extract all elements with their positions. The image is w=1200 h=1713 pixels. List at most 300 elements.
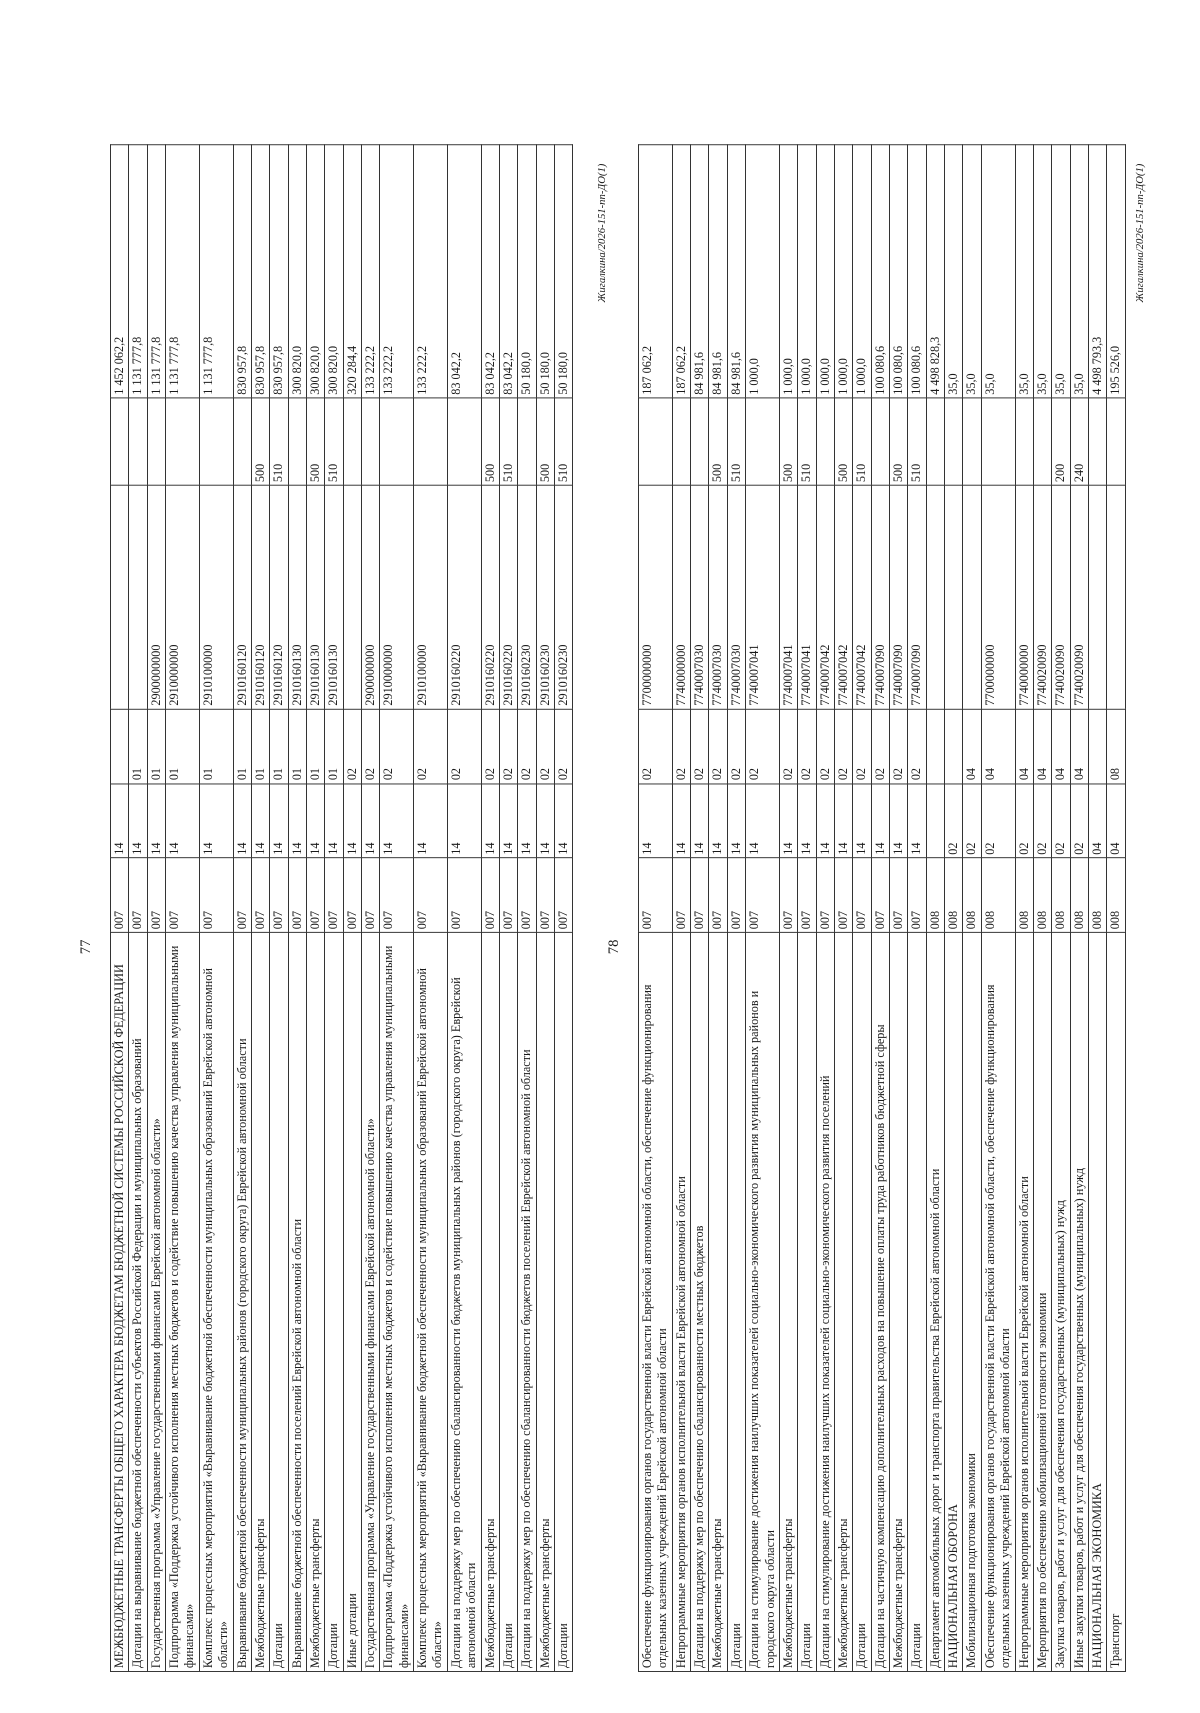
row-rz-cell: 02: [1015, 784, 1033, 859]
row-vr-cell: 510: [270, 398, 288, 485]
row-vr-cell: [1015, 398, 1033, 485]
row-gr-cell: 007: [380, 858, 414, 933]
row-sum-cell: 84 981,6: [691, 145, 709, 398]
row-vr-cell: [129, 398, 147, 485]
row-rz-cell: 14: [691, 784, 709, 859]
row-vr-cell: [233, 398, 251, 485]
row-name-cell: Выравнивание бюджетной обеспеченности поселений Еврейской автономной области: [288, 933, 306, 1672]
row-gr-cell: 008: [1033, 858, 1051, 933]
table-row: [380, 145, 414, 1672]
row-gr-cell: 008: [981, 858, 1015, 933]
row-name-cell: НАЦИОНАЛЬНАЯ ОБОРОНА: [945, 933, 963, 1672]
row-sum-cell: 195 526,0: [1107, 145, 1125, 398]
row-gr-cell: 007: [672, 858, 690, 933]
row-pr-cell: 01: [199, 709, 233, 784]
row-sum-cell: 133 222,2: [380, 145, 414, 398]
budget-table: [638, 144, 1126, 1672]
row-pr-cell: 02: [890, 709, 908, 784]
row-pr-cell: 02: [639, 709, 673, 784]
row-pr-cell: 04: [963, 709, 981, 784]
table-row: [362, 145, 380, 1672]
row-vr-cell: [343, 398, 361, 485]
row-sum-cell: 100 080,6: [890, 145, 908, 398]
row-csr-cell: 2910160130: [306, 485, 324, 709]
row-gr-cell: 008: [1052, 858, 1070, 933]
table-body: [111, 145, 573, 1672]
row-vr-cell: [746, 398, 780, 485]
row-vr-cell: [926, 398, 944, 485]
row-pr-cell: 04: [1052, 709, 1070, 784]
row-rz-cell: 02: [981, 784, 1015, 859]
table-row: [853, 145, 871, 1672]
document-footer: Жигалкина/2026-151-пп-ДО(1): [596, 163, 608, 303]
row-name-cell: Дотации: [270, 933, 288, 1672]
row-vr-cell: [639, 398, 673, 485]
row-pr-cell: 02: [536, 709, 554, 784]
row-csr-cell: [343, 485, 361, 709]
row-pr-cell: [945, 709, 963, 784]
row-sum-cell: 1 000,0: [779, 145, 797, 398]
row-pr-cell: 08: [1107, 709, 1125, 784]
row-sum-cell: 1 000,0: [798, 145, 816, 398]
row-sum-cell: 300 820,0: [288, 145, 306, 398]
row-rz-cell: 14: [779, 784, 797, 859]
row-vr-cell: 510: [908, 398, 926, 485]
document-footer: Жигалкина/2026-151-пп-ДО(1): [1134, 163, 1146, 303]
row-rz-cell: 14: [499, 784, 517, 859]
row-gr-cell: 007: [709, 858, 727, 933]
row-rz-cell: 14: [251, 784, 269, 859]
row-csr-cell: 7740007042: [816, 485, 834, 709]
row-rz-cell: 14: [288, 784, 306, 859]
row-sum-cell: 100 080,6: [871, 145, 889, 398]
row-csr-cell: 7700000000: [981, 485, 1015, 709]
row-gr-cell: 007: [639, 858, 673, 933]
row-name-cell: Иные дотации: [343, 933, 361, 1672]
row-csr-cell: 2910160120: [270, 485, 288, 709]
row-gr-cell: 007: [288, 858, 306, 933]
row-gr-cell: 007: [166, 858, 200, 933]
row-name-cell: Межбюджетные трансферты: [536, 933, 554, 1672]
row-pr-cell: 02: [447, 709, 481, 784]
row-pr-cell: 04: [1033, 709, 1051, 784]
row-pr-cell: 02: [871, 709, 889, 784]
row-vr-cell: [362, 398, 380, 485]
row-rz-cell: 04: [1088, 784, 1106, 859]
row-gr-cell: 007: [362, 858, 380, 933]
row-pr-cell: 02: [672, 709, 690, 784]
row-pr-cell: 01: [147, 709, 165, 784]
row-gr-cell: 007: [447, 858, 481, 933]
row-name-cell: Государственная программа «Управление государственными финансами Еврейской автономной области»: [147, 933, 165, 1672]
row-sum-cell: 320 284,4: [343, 145, 361, 398]
row-vr-cell: 500: [890, 398, 908, 485]
row-rz-cell: 14: [270, 784, 288, 859]
row-sum-cell: 83 042,2: [447, 145, 481, 398]
row-sum-cell: 830 957,8: [270, 145, 288, 398]
row-gr-cell: 008: [1015, 858, 1033, 933]
page-number: 78: [606, 939, 622, 955]
table-row: [199, 145, 233, 1672]
row-name-cell: Транспорт: [1107, 933, 1125, 1672]
row-rz-cell: 02: [945, 784, 963, 859]
row-gr-cell: 007: [270, 858, 288, 933]
table-row: [288, 145, 306, 1672]
row-name-cell: Государственная программа «Управление государственными финансами Еврейской автономной области»: [362, 933, 380, 1672]
row-rz-cell: 04: [1107, 784, 1125, 859]
table-row: [672, 145, 690, 1672]
table-row: [908, 145, 926, 1672]
row-sum-cell: 1 000,0: [853, 145, 871, 398]
row-pr-cell: 01: [233, 709, 251, 784]
table-row: [1015, 145, 1033, 1672]
row-name-cell: Дотации на выравнивание бюджетной обеспеченности субъектов Российской Федерации и муниципальных образований: [129, 933, 147, 1672]
row-name-cell: Закупка товаров, работ и услуг для обеспечения государственных (муниципальных) нужд: [1052, 933, 1070, 1672]
row-sum-cell: 1 000,0: [816, 145, 834, 398]
table-row: [343, 145, 361, 1672]
row-name-cell: Обеспечение функционирования органов государственной власти Еврейской автономной области, обеспечение функционирования отдельных казенных учреждений Еврейской автономной области: [639, 933, 673, 1672]
row-vr-cell: 200: [1052, 398, 1070, 485]
row-pr-cell: 02: [746, 709, 780, 784]
row-pr-cell: 02: [518, 709, 536, 784]
row-name-cell: Комплекс процессных мероприятий «Выравнивание бюджетной обеспеченности муниципальных образований Еврейской автономной области»: [199, 933, 233, 1672]
row-vr-cell: [816, 398, 834, 485]
row-name-cell: Дотации на поддержку мер по обеспечению сбалансированности местных бюджетов: [691, 933, 709, 1672]
row-sum-cell: 830 957,8: [233, 145, 251, 398]
row-csr-cell: 7700000000: [639, 485, 673, 709]
table-row: [727, 145, 745, 1672]
row-csr-cell: 7740007042: [853, 485, 871, 709]
row-csr-cell: 7740007090: [871, 485, 889, 709]
row-csr-cell: 7740007090: [908, 485, 926, 709]
row-rz-cell: 14: [727, 784, 745, 859]
row-name-cell: Межбюджетные трансферты: [834, 933, 852, 1672]
row-rz-cell: 14: [166, 784, 200, 859]
row-gr-cell: 008: [945, 858, 963, 933]
row-vr-cell: [147, 398, 165, 485]
table-row: [1107, 145, 1125, 1672]
table-row: [691, 145, 709, 1672]
row-gr-cell: 007: [518, 858, 536, 933]
row-sum-cell: 133 222,2: [362, 145, 380, 398]
row-rz-cell: 02: [1070, 784, 1088, 859]
row-csr-cell: 2900000000: [362, 485, 380, 709]
row-sum-cell: 50 180,0: [518, 145, 536, 398]
row-vr-cell: 500: [251, 398, 269, 485]
row-vr-cell: [414, 398, 448, 485]
row-name-cell: Мобилизационная подготовка экономики: [963, 933, 981, 1672]
row-gr-cell: 007: [536, 858, 554, 933]
row-pr-cell: 04: [1070, 709, 1088, 784]
row-pr-cell: [111, 709, 129, 784]
row-name-cell: Дотации на поддержку мер по обеспечению сбалансированности бюджетов поселений Еврейской автономной области: [518, 933, 536, 1672]
row-csr-cell: [111, 485, 129, 709]
row-vr-cell: [518, 398, 536, 485]
table-row: [746, 145, 780, 1672]
row-name-cell: Мероприятия по обеспечению мобилизационной готовности экономики: [1033, 933, 1051, 1672]
row-pr-cell: 02: [691, 709, 709, 784]
table-row: [709, 145, 727, 1672]
table-row: [147, 145, 165, 1672]
row-name-cell: Выравнивание бюджетной обеспеченности муниципальных районов (городского округа) Еврейской автономной области: [233, 933, 251, 1672]
row-name-cell: Дотации: [727, 933, 745, 1672]
row-csr-cell: 2910160220: [447, 485, 481, 709]
table-row: [251, 145, 269, 1672]
row-rz-cell: 14: [147, 784, 165, 859]
row-vr-cell: [1088, 398, 1106, 485]
row-csr-cell: 2910000000: [380, 485, 414, 709]
row-gr-cell: 007: [727, 858, 745, 933]
row-vr-cell: [1033, 398, 1051, 485]
table-row: [166, 145, 200, 1672]
row-pr-cell: 02: [834, 709, 852, 784]
row-pr-cell: 02: [727, 709, 745, 784]
row-csr-cell: 2910160230: [536, 485, 554, 709]
row-rz-cell: 14: [199, 784, 233, 859]
row-sum-cell: 35,0: [945, 145, 963, 398]
table-row: [554, 145, 572, 1672]
row-vr-cell: 500: [779, 398, 797, 485]
row-pr-cell: 02: [499, 709, 517, 784]
row-gr-cell: 008: [1107, 858, 1125, 933]
table-row: [890, 145, 908, 1672]
table-row: [414, 145, 448, 1672]
row-sum-cell: 187 062,2: [639, 145, 673, 398]
row-gr-cell: 007: [199, 858, 233, 933]
row-csr-cell: 7740020090: [1033, 485, 1051, 709]
row-name-cell: Дотации на стимулирование достижения наилучших показателей социально-экономического развития поселений: [816, 933, 834, 1672]
row-sum-cell: 300 820,0: [325, 145, 343, 398]
row-name-cell: Подпрограмма «Поддержка устойчивого исполнения местных бюджетов и содействие повышению качества управления муниципальными финансами»: [380, 933, 414, 1672]
row-sum-cell: 1 131 777,8: [166, 145, 200, 398]
row-csr-cell: 7740007030: [709, 485, 727, 709]
table-row: [871, 145, 889, 1672]
row-vr-cell: [1107, 398, 1125, 485]
row-sum-cell: 300 820,0: [306, 145, 324, 398]
row-vr-cell: [166, 398, 200, 485]
row-gr-cell: 007: [343, 858, 361, 933]
row-rz-cell: [926, 784, 944, 859]
row-rz-cell: 14: [447, 784, 481, 859]
row-sum-cell: 187 062,2: [672, 145, 690, 398]
row-csr-cell: 2910160130: [288, 485, 306, 709]
row-vr-cell: 510: [325, 398, 343, 485]
row-csr-cell: 2910160220: [499, 485, 517, 709]
table-row: [1070, 145, 1088, 1672]
row-vr-cell: 510: [499, 398, 517, 485]
table-row: [963, 145, 981, 1672]
row-pr-cell: 01: [251, 709, 269, 784]
row-rz-cell: 14: [306, 784, 324, 859]
row-pr-cell: 02: [853, 709, 871, 784]
table-body: [639, 145, 1126, 1672]
row-name-cell: Межбюджетные трансферты: [890, 933, 908, 1672]
row-csr-cell: 7740007041: [746, 485, 780, 709]
row-pr-cell: [1088, 709, 1106, 784]
row-csr-cell: 7740007030: [727, 485, 745, 709]
row-vr-cell: 510: [853, 398, 871, 485]
row-sum-cell: 1 131 777,8: [147, 145, 165, 398]
row-rz-cell: 14: [518, 784, 536, 859]
row-pr-cell: 01: [288, 709, 306, 784]
page-78: [606, 97, 1200, 1672]
table-row: [1052, 145, 1070, 1672]
row-vr-cell: [288, 398, 306, 485]
row-rz-cell: 14: [481, 784, 499, 859]
row-rz-cell: 14: [816, 784, 834, 859]
row-name-cell: Департамент автомобильных дорог и транспорта правительства Еврейской автономной области: [926, 933, 944, 1672]
row-csr-cell: 2900000000: [147, 485, 165, 709]
row-sum-cell: 35,0: [1052, 145, 1070, 398]
row-gr-cell: 007: [129, 858, 147, 933]
row-csr-cell: 2910160120: [233, 485, 251, 709]
row-csr-cell: [129, 485, 147, 709]
row-pr-cell: 02: [380, 709, 414, 784]
row-gr-cell: 007: [746, 858, 780, 933]
row-csr-cell: 2910000000: [166, 485, 200, 709]
row-name-cell: Подпрограмма «Поддержка устойчивого исполнения местных бюджетов и содействие повышению качества управления муниципальными финансами»: [166, 933, 200, 1672]
row-rz-cell: 14: [639, 784, 673, 859]
row-rz-cell: 14: [709, 784, 727, 859]
row-vr-cell: 240: [1070, 398, 1088, 485]
row-gr-cell: 007: [233, 858, 251, 933]
row-name-cell: Дотации на частичную компенсацию дополнительных расходов на повышение оплаты труда работников бюджетной сферы: [871, 933, 889, 1672]
row-pr-cell: 02: [343, 709, 361, 784]
row-csr-cell: 7740007042: [834, 485, 852, 709]
row-name-cell: Межбюджетные трансферты: [481, 933, 499, 1672]
row-vr-cell: 500: [306, 398, 324, 485]
row-csr-cell: 7740020090: [1070, 485, 1088, 709]
row-gr-cell: 007: [890, 858, 908, 933]
row-vr-cell: 510: [554, 398, 572, 485]
row-gr-cell: 007: [481, 858, 499, 933]
row-pr-cell: 02: [908, 709, 926, 784]
row-sum-cell: 133 222,2: [414, 145, 448, 398]
row-sum-cell: 83 042,2: [499, 145, 517, 398]
row-vr-cell: [691, 398, 709, 485]
row-gr-cell: 007: [908, 858, 926, 933]
row-pr-cell: 01: [306, 709, 324, 784]
row-pr-cell: [926, 709, 944, 784]
row-name-cell: Иные закупки товаров, работ и услуг для обеспечения государственных (муниципальных) нужд: [1070, 933, 1088, 1672]
row-name-cell: Дотации: [499, 933, 517, 1672]
table-row: [945, 145, 963, 1672]
table-row: [536, 145, 554, 1672]
row-csr-cell: 7740020090: [1052, 485, 1070, 709]
row-csr-cell: 7740007090: [890, 485, 908, 709]
row-vr-cell: [199, 398, 233, 485]
row-rz-cell: 14: [798, 784, 816, 859]
table-row: [518, 145, 536, 1672]
row-gr-cell: 007: [779, 858, 797, 933]
row-pr-cell: 02: [709, 709, 727, 784]
row-vr-cell: [380, 398, 414, 485]
row-pr-cell: 02: [798, 709, 816, 784]
row-csr-cell: [945, 485, 963, 709]
page-number: 77: [78, 939, 94, 955]
row-gr-cell: 007: [691, 858, 709, 933]
row-pr-cell: 01: [166, 709, 200, 784]
row-csr-cell: 2910160230: [518, 485, 536, 709]
row-sum-cell: 35,0: [1033, 145, 1051, 398]
row-gr-cell: 007: [798, 858, 816, 933]
table-row: [779, 145, 797, 1672]
row-sum-cell: 1 000,0: [746, 145, 780, 398]
row-csr-cell: 2910160230: [554, 485, 572, 709]
table-row: [270, 145, 288, 1672]
row-pr-cell: 04: [1015, 709, 1033, 784]
row-csr-cell: 2910100000: [199, 485, 233, 709]
row-gr-cell: 007: [147, 858, 165, 933]
row-name-cell: Дотации на стимулирование достижения наилучших показателей социально-экономического развития муниципальных районов и городского округа области: [746, 933, 780, 1672]
row-csr-cell: [963, 485, 981, 709]
row-sum-cell: 1 452 062,2: [111, 145, 129, 398]
row-pr-cell: 02: [779, 709, 797, 784]
row-rz-cell: 14: [233, 784, 251, 859]
row-rz-cell: 14: [554, 784, 572, 859]
row-csr-cell: 7740000000: [672, 485, 690, 709]
table-row: [111, 145, 129, 1672]
row-rz-cell: 02: [1052, 784, 1070, 859]
row-gr-cell: 007: [306, 858, 324, 933]
row-vr-cell: [111, 398, 129, 485]
table-row: [816, 145, 834, 1672]
row-rz-cell: 14: [343, 784, 361, 859]
table-row: [129, 145, 147, 1672]
row-rz-cell: 14: [890, 784, 908, 859]
row-name-cell: Дотации на поддержку мер по обеспечению сбалансированности бюджетов муниципальных районов (городского округа) Еврейской автономной области: [447, 933, 481, 1672]
row-vr-cell: [672, 398, 690, 485]
row-sum-cell: 35,0: [1015, 145, 1033, 398]
row-name-cell: Дотации: [853, 933, 871, 1672]
row-vr-cell: 510: [798, 398, 816, 485]
row-csr-cell: 2910160130: [325, 485, 343, 709]
row-sum-cell: 35,0: [1070, 145, 1088, 398]
row-rz-cell: 14: [908, 784, 926, 859]
table-row: [233, 145, 251, 1672]
row-rz-cell: 14: [414, 784, 448, 859]
row-sum-cell: 50 180,0: [536, 145, 554, 398]
row-name-cell: Межбюджетные трансферты: [709, 933, 727, 1672]
row-sum-cell: 4 498 793,3: [1088, 145, 1106, 398]
row-gr-cell: 008: [926, 858, 944, 933]
row-gr-cell: 007: [834, 858, 852, 933]
table-row: [639, 145, 673, 1672]
row-rz-cell: 14: [111, 784, 129, 859]
table-row: [1088, 145, 1106, 1672]
row-sum-cell: 83 042,2: [481, 145, 499, 398]
row-csr-cell: 7740007030: [691, 485, 709, 709]
row-sum-cell: 4 498 828,3: [926, 145, 944, 398]
row-sum-cell: 35,0: [981, 145, 1015, 398]
table-row: [447, 145, 481, 1672]
row-gr-cell: 008: [963, 858, 981, 933]
row-sum-cell: 1 131 777,8: [129, 145, 147, 398]
row-gr-cell: 008: [1088, 858, 1106, 933]
row-pr-cell: 01: [129, 709, 147, 784]
row-gr-cell: 007: [816, 858, 834, 933]
row-vr-cell: 500: [481, 398, 499, 485]
row-csr-cell: 2910160220: [481, 485, 499, 709]
row-gr-cell: 008: [1070, 858, 1088, 933]
row-name-cell: Межбюджетные трансферты: [779, 933, 797, 1672]
table-row: [306, 145, 324, 1672]
row-sum-cell: 1 000,0: [834, 145, 852, 398]
row-gr-cell: 007: [111, 858, 129, 933]
row-rz-cell: 14: [871, 784, 889, 859]
row-rz-cell: 14: [129, 784, 147, 859]
row-name-cell: Дотации: [554, 933, 572, 1672]
